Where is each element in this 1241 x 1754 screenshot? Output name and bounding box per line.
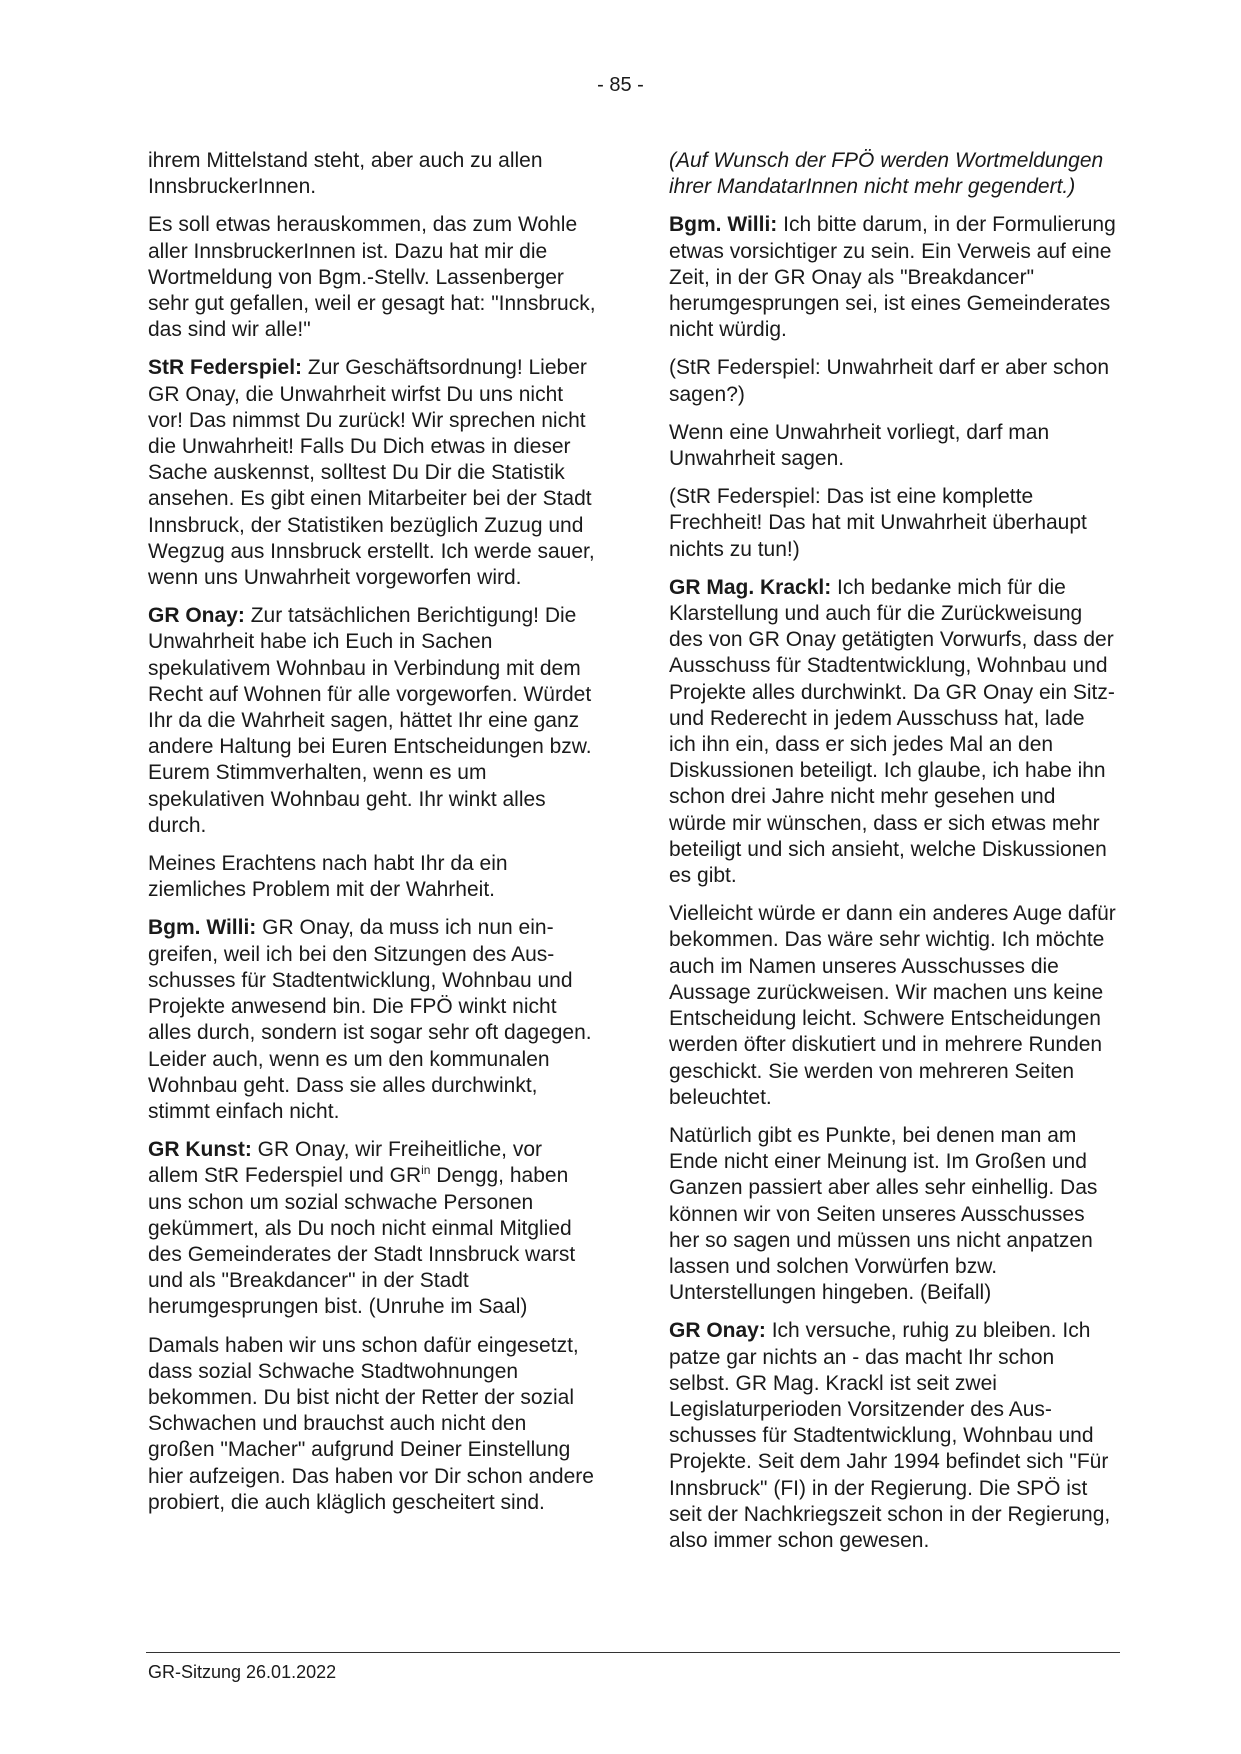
editorial-note: (Auf Wunsch der FPÖ werden Wortmeldungen ihrer MandatarInnen nicht mehr gegendert.) <box>669 149 1104 199</box>
paragraph: GR Onay: Ich versuche, ruhig zu bleiben. Ich patze gar nichts an - das macht Ihr schon selbst. GR Mag. Krackl ist seit zwei Legislaturperioden Vorsitzender des Ausschusses für Stadtentwicklung, Wohnbau und Projekte. Seit dem Jahr 1994 befindet sich "Für Innsbruck" (FI) in der Regierung. Die SPÖ ist seit der Nachkriegszeit schon in der Regierung, also immer schon gewesen. <box>669 1319 1111 1552</box>
paragraph: Natürlich gibt es Punkte, bei denen man am Ende nicht einer Meinung ist. Im Großen und Ganzen passiert aber alles sehr einhellig. Das können wir von Seiten unseres Ausschusses her so sagen und müssen uns nicht anpatzen lassen und solchen Vorwürfen bzw. Unterstellungen hingeben. (Beifall) <box>669 1123 1098 1305</box>
paragraph: GR Onay: Zur tatsächlichen Berichtigung! Die Unwahrheit habe ich Euch in Sachen spekulativem Wohnbau in Verbindung mit dem Recht auf Wohnen für alle vorgeworfen. Würdet Ihr da die Wahrheit sagen, hättet Ihr eine ganz andere Haltung bei Euren Entscheidungen bzw. Eurem Stimmverhalten, wenn es um spekulativen Wohnbau geht. Ihr winkt alles durch. <box>148 604 592 837</box>
paragraph: (StR Federspiel: Das ist eine komplette Frechheit! Das hat mit Unwahrheit überhaupt nichts zu tun!) <box>669 485 1087 561</box>
paragraph: Vielleicht würde er dann ein anderes Auge dafür bekommen. Das wäre sehr wichtig. Ich möchte auch im Namen unseres Ausschusses die Aussage zurückweisen. Wir machen uns keine Entscheidung leicht. Schwere Entscheidungen werden öfter diskutiert und in mehrere Runden geschickt. Sie werden von mehreren Seiten beleuchtet. <box>669 902 1116 1109</box>
speaker-label: GR Onay: <box>148 604 245 628</box>
paragraph: (StR Federspiel: Unwahrheit darf er aber schon sagen?) <box>669 356 1110 406</box>
page-number: - 85 - <box>597 74 644 96</box>
paragraph: Bgm. Willi: GR Onay, da muss ich nun eingreifen, weil ich bei den Sitzungen des Ausschusses für Stadtentwicklung, Wohnbau und Projekte anwesend bin. Die FPÖ winkt nicht alles durch, sondern ist sogar sehr oft dagegen. Leider auch, wenn es um den kommunalen Wohnbau geht. Dass sie alles durchwinkt, stimmt einfach nicht. <box>148 916 592 1123</box>
superscript: in <box>421 1163 431 1178</box>
paragraph: Es soll etwas herauskommen, das zum Wohle aller InnsbruckerInnen ist. Dazu hat mir die Wortmeldung von Bgm.-Stellv. Lassenberger sehr gut gefallen, weil er gesagt hat: "Innsbruck, das sind wir alle!" <box>148 213 596 342</box>
speaker-label: GR Mag. Krackl: <box>669 575 832 599</box>
speaker-label: Bgm. Willi: <box>669 213 778 237</box>
paragraph: Damals haben wir uns schon dafür eingesetzt, dass sozial Schwache Stadtwohnungen bekommen. Du bist nicht der Retter der sozial Schwachen und brauchst auch nicht den großen "Macher" aufgrund Deiner Einstellung hier aufzeigen. Das haben vor Dir schon andere probiert, die auch kläglich gescheitert sind. <box>148 1333 594 1514</box>
left-column <box>148 148 596 1528</box>
right-column <box>669 148 1117 1566</box>
paragraph: ihrem Mittelstand steht, aber auch zu allen InnsbruckerInnen. <box>148 149 543 199</box>
footer-session-date: GR-Sitzung 26.01.2022 <box>148 1662 337 1682</box>
paragraph: Meines Erachtens nach habt Ihr da ein ziemliches Problem mit der Wahrheit. <box>148 852 508 902</box>
footer-divider <box>146 1652 1120 1653</box>
speaker-label: GR Kunst: <box>148 1138 252 1162</box>
speaker-label: Bgm. Willi: <box>148 916 257 940</box>
paragraph: Bgm. Willi: Ich bitte darum, in der Formulierung etwas vorsichtiger zu sein. Ein Verweis auf eine Zeit, in der GR Onay als "Breakdancer" herumgesprungen sei, ist eines Gemeinderates nicht würdig. <box>669 213 1116 342</box>
speaker-label: GR Onay: <box>669 1319 766 1343</box>
paragraph: Wenn eine Unwahrheit vorliegt, darf man Unwahrheit sagen. <box>669 420 1050 471</box>
speaker-label: StR Federspiel: <box>148 356 303 380</box>
paragraph: GR Mag. Krackl: Ich bedanke mich für die Klarstellung und auch für die Zurückweisung des von GR Onay getätigten Vorwurfs, dass der Ausschuss für Stadtentwicklung, Wohnbau und Projekte alles durchwinkt. Da GR Onay ein Sitz- und Rederecht in jedem Ausschuss hat, lade ich ihn ein, dass er sich jedes Mal an den Diskussionen beteiligt. Ich glaube, ich habe ihn schon drei Jahre nicht mehr gesehen und würde mir wünschen, dass er sich etwas mehr beteiligt und sich ansieht, welche Diskussionen es gibt. <box>669 575 1115 888</box>
paragraph: GR Kunst: GR Onay, wir Freiheitliche, vor allem StR Federspiel und $GR^{in}$ Dengg, haben uns schon um sozial schwache Personen gekümmert, als Du noch nicht einmal Mitglied des Gemeinderates der Stadt Innsbruck warst und als "Breakdancer" in der Stadt herumgesprungen bist. (Unruhe im Saal) <box>148 1138 576 1319</box>
paragraph: StR Federspiel: Zur Geschäftsordnung! Lieber GR Onay, die Unwahrheit wirfst Du uns nicht vor! Das nimmst Du zurück! Wir sprechen nicht die Unwahrheit! Falls Du Dich etwas in dieser Sache auskennst, solltest Du Dir die Statistik ansehen. Es gibt einen Mitarbeiter bei der Stadt Innsbruck, der Statistiken bezüglich Zuzug und Wegzug aus Innsbruck erstellt. Ich werde sauer, wenn uns Unwahrheit vorgeworfen wird. <box>148 356 595 590</box>
